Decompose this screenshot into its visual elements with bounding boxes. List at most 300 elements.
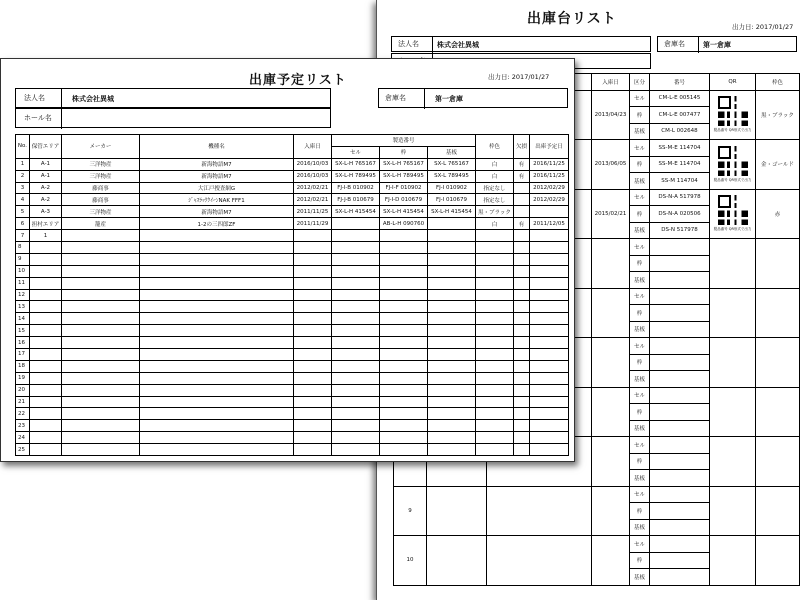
cell-qr bbox=[710, 189, 756, 239]
cell-number: DS-N-A 517978 bbox=[650, 189, 710, 206]
col-header-no: No. bbox=[16, 135, 30, 159]
cell-section: 基板 bbox=[630, 420, 650, 437]
cell-empty bbox=[514, 384, 530, 396]
table-row bbox=[16, 182, 569, 194]
cell-no: 9 bbox=[394, 486, 427, 536]
cell-no: 17 bbox=[16, 349, 30, 361]
cell-empty bbox=[514, 420, 530, 432]
cell-serial-cell bbox=[332, 218, 380, 230]
cell-empty bbox=[140, 265, 294, 277]
cell-section: 基板 bbox=[630, 519, 650, 536]
cell-empty bbox=[530, 349, 569, 361]
cell-empty bbox=[476, 360, 514, 372]
cell-empty bbox=[332, 337, 380, 349]
cell-section: セル bbox=[630, 189, 650, 206]
cell-empty bbox=[428, 420, 476, 432]
cell-number bbox=[650, 272, 710, 289]
qr-caption: 製品番号 QR形式で出力 bbox=[713, 227, 752, 232]
cell-empty bbox=[428, 372, 476, 384]
cell-empty bbox=[30, 420, 62, 432]
table-row bbox=[16, 325, 569, 337]
cell-empty bbox=[530, 408, 569, 420]
cell-empty bbox=[476, 372, 514, 384]
cell-missing bbox=[514, 230, 530, 242]
cell-empty bbox=[62, 372, 140, 384]
cell-no: 10 bbox=[16, 265, 30, 277]
cell-no: 20 bbox=[16, 384, 30, 396]
cell-empty bbox=[530, 420, 569, 432]
cell-empty bbox=[332, 360, 380, 372]
cell-empty bbox=[140, 301, 294, 313]
cell-color: 黒・ブラック bbox=[756, 90, 800, 140]
cell-empty bbox=[380, 301, 428, 313]
cell-section: セル bbox=[630, 90, 650, 107]
cell-empty bbox=[62, 432, 140, 444]
table-row bbox=[16, 372, 569, 384]
cell-section: 枠 bbox=[630, 156, 650, 173]
table-row bbox=[16, 301, 569, 313]
cell-empty bbox=[140, 242, 294, 254]
cell-empty bbox=[294, 432, 332, 444]
cell-maker: 藤商事 bbox=[62, 194, 140, 206]
cell-empty bbox=[514, 313, 530, 325]
cell-empty bbox=[62, 265, 140, 277]
cell-empty bbox=[514, 242, 530, 254]
cell-empty bbox=[30, 396, 62, 408]
cell-empty bbox=[30, 360, 62, 372]
cell-empty bbox=[514, 349, 530, 361]
cell-empty bbox=[380, 408, 428, 420]
cell-section: セル bbox=[630, 239, 650, 256]
cell-color bbox=[476, 230, 514, 242]
cell-area: A-1 bbox=[30, 170, 62, 182]
cell-number bbox=[650, 569, 710, 586]
cell-no: 15 bbox=[16, 325, 30, 337]
cell-section: 基板 bbox=[630, 123, 650, 140]
col-header-maker: メーカー bbox=[62, 135, 140, 159]
cell-empty bbox=[514, 337, 530, 349]
cell-empty bbox=[332, 301, 380, 313]
cell-empty bbox=[140, 349, 294, 361]
cell-section: 枠 bbox=[630, 107, 650, 124]
cell-serial-frame: SX-L-H 415454 bbox=[380, 206, 428, 218]
cell-qr bbox=[710, 387, 756, 437]
cell-empty bbox=[530, 384, 569, 396]
cell-number bbox=[650, 503, 710, 520]
qr-code-icon bbox=[718, 96, 748, 126]
cell-out-date bbox=[530, 230, 569, 242]
col-header-serial: 製造番号 bbox=[332, 135, 476, 147]
cell-date bbox=[592, 536, 630, 586]
cell-missing bbox=[514, 182, 530, 194]
cell-number bbox=[650, 321, 710, 338]
cell-empty bbox=[332, 325, 380, 337]
table-row bbox=[16, 337, 569, 349]
cell-color: 指定なし bbox=[476, 182, 514, 194]
cell-model: 新海物語M7 bbox=[140, 206, 294, 218]
front-sheet-output-date: 出力日: 2017/01/27 bbox=[488, 73, 550, 81]
cell-empty bbox=[294, 396, 332, 408]
cell-empty bbox=[140, 444, 294, 456]
cell-area: 担村エリア bbox=[30, 218, 62, 230]
cell-empty bbox=[380, 432, 428, 444]
cell-empty bbox=[428, 313, 476, 325]
back-col-color: 枠色 bbox=[756, 74, 800, 91]
cell-missing: 有 bbox=[514, 170, 530, 182]
cell-empty bbox=[476, 277, 514, 289]
cell-area: A-2 bbox=[30, 182, 62, 194]
cell-in-date: 2011/11/25 bbox=[294, 206, 332, 218]
cell-empty bbox=[530, 444, 569, 456]
cell-empty bbox=[476, 289, 514, 301]
cell-serial-frame: AB-L-H 090760 bbox=[380, 218, 428, 230]
cell-empty bbox=[30, 253, 62, 265]
cell-empty bbox=[514, 396, 530, 408]
cell-date bbox=[592, 239, 630, 289]
cell-empty bbox=[62, 325, 140, 337]
cell-qr bbox=[710, 140, 756, 190]
back-sheet-title: 出庫台リスト bbox=[527, 11, 617, 27]
cell-in-date bbox=[294, 230, 332, 242]
cell-in-date: 2012/02/21 bbox=[294, 194, 332, 206]
cell-empty bbox=[476, 444, 514, 456]
cell-empty bbox=[62, 384, 140, 396]
cell-serial-frame: FJ-I-D 010679 bbox=[380, 194, 428, 206]
back-col-date: 入庫日 bbox=[592, 74, 630, 91]
cell-empty bbox=[62, 444, 140, 456]
cell-empty bbox=[380, 253, 428, 265]
cell-empty bbox=[62, 420, 140, 432]
cell-model: ｼﾞｬｽﾗｯｸｸｲｰﾝNAK FFF1 bbox=[140, 194, 294, 206]
cell-date bbox=[592, 437, 630, 487]
cell-empty bbox=[476, 432, 514, 444]
cell-in-date: 2011/11/29 bbox=[294, 218, 332, 230]
cell-no: 6 bbox=[16, 218, 30, 230]
cell-empty bbox=[514, 372, 530, 384]
table-row bbox=[16, 313, 569, 325]
cell-empty bbox=[380, 289, 428, 301]
cell-qr bbox=[710, 338, 756, 388]
cell-color bbox=[756, 387, 800, 437]
cell-missing bbox=[514, 194, 530, 206]
cell-out-date: 2012/02/29 bbox=[530, 182, 569, 194]
cell-empty bbox=[294, 444, 332, 456]
cell-empty bbox=[294, 372, 332, 384]
cell-empty bbox=[294, 360, 332, 372]
cell-empty bbox=[530, 372, 569, 384]
cell-empty bbox=[530, 265, 569, 277]
cell-empty bbox=[294, 313, 332, 325]
cell-empty bbox=[530, 396, 569, 408]
cell-empty bbox=[428, 349, 476, 361]
cell-empty bbox=[140, 396, 294, 408]
cell-empty bbox=[380, 444, 428, 456]
cell-empty bbox=[514, 289, 530, 301]
cell-empty bbox=[380, 265, 428, 277]
cell-empty bbox=[30, 301, 62, 313]
cell-empty bbox=[428, 396, 476, 408]
cell-no: 19 bbox=[16, 372, 30, 384]
cell-empty bbox=[294, 420, 332, 432]
cell-serial-board bbox=[428, 230, 476, 242]
cell-color: 白 bbox=[476, 158, 514, 170]
cell-empty bbox=[530, 242, 569, 254]
cell-empty bbox=[294, 289, 332, 301]
cell-empty bbox=[428, 301, 476, 313]
cell-empty bbox=[476, 408, 514, 420]
cell-serial-board: FJ-I 010679 bbox=[428, 194, 476, 206]
cell-empty bbox=[294, 242, 332, 254]
cell-section: 基板 bbox=[630, 371, 650, 388]
cell-empty bbox=[428, 432, 476, 444]
cell-number: SS-M 114704 bbox=[650, 173, 710, 190]
cell-empty bbox=[62, 301, 140, 313]
cell-empty bbox=[380, 360, 428, 372]
cell-empty bbox=[140, 432, 294, 444]
cell-empty bbox=[294, 337, 332, 349]
col-header-color: 枠色 bbox=[476, 135, 514, 159]
cell-number: SS-M-E 114704 bbox=[650, 140, 710, 157]
cell-empty bbox=[332, 420, 380, 432]
cell-empty bbox=[332, 289, 380, 301]
cell-out-date: 2016/11/25 bbox=[530, 170, 569, 182]
cell-section: 枠 bbox=[630, 552, 650, 569]
cell-empty bbox=[140, 408, 294, 420]
cell-section: 基板 bbox=[630, 272, 650, 289]
cell-number bbox=[650, 486, 710, 503]
cell-serial-board: SX-L-H 415454 bbox=[428, 206, 476, 218]
col-header-model: 機種名 bbox=[140, 135, 294, 159]
cell-empty bbox=[30, 242, 62, 254]
cell-empty bbox=[428, 277, 476, 289]
cell-out-date: 2011/12/05 bbox=[530, 218, 569, 230]
cell-maker bbox=[62, 230, 140, 242]
col-header-missing: 欠損 bbox=[514, 135, 530, 159]
cell-serial-frame: FJ-I-F 010902 bbox=[380, 182, 428, 194]
cell-empty bbox=[428, 265, 476, 277]
cell-qr bbox=[710, 486, 756, 536]
cell-section: 枠 bbox=[630, 404, 650, 421]
cell-empty bbox=[514, 253, 530, 265]
cell-area: A-1 bbox=[30, 158, 62, 170]
cell-no: 22 bbox=[16, 408, 30, 420]
cell-serial-cell: FJ-I-B 010902 bbox=[332, 182, 380, 194]
cell-empty bbox=[30, 349, 62, 361]
col-header-board: 基板 bbox=[428, 146, 476, 158]
cell-empty bbox=[294, 265, 332, 277]
cell-empty bbox=[62, 396, 140, 408]
cell-empty bbox=[332, 432, 380, 444]
cell-empty bbox=[332, 372, 380, 384]
cell-empty bbox=[476, 349, 514, 361]
cell-empty bbox=[514, 325, 530, 337]
cell-empty bbox=[476, 337, 514, 349]
cell-empty bbox=[380, 277, 428, 289]
cell-qr bbox=[710, 239, 756, 289]
cell-empty bbox=[294, 277, 332, 289]
cell-serial-cell: FJ-J-B 010679 bbox=[332, 194, 380, 206]
back-col-number: 番号 bbox=[650, 74, 710, 91]
cell-empty bbox=[30, 313, 62, 325]
cell-empty bbox=[476, 265, 514, 277]
cell-color: 指定なし bbox=[476, 194, 514, 206]
cell-number bbox=[650, 453, 710, 470]
cell-empty bbox=[332, 242, 380, 254]
cell-no: 24 bbox=[16, 432, 30, 444]
table-row bbox=[16, 253, 569, 265]
cell-no: 12 bbox=[16, 289, 30, 301]
cell-empty bbox=[514, 432, 530, 444]
cell-date bbox=[592, 387, 630, 437]
cell-no: 1 bbox=[16, 158, 30, 170]
cell-empty bbox=[30, 265, 62, 277]
cell-empty bbox=[294, 325, 332, 337]
table-row bbox=[16, 242, 569, 254]
cell-serial-cell: SX-L-H 765167 bbox=[332, 158, 380, 170]
cell-empty bbox=[428, 253, 476, 265]
front-corp-field: 法人名 株式会社異城 bbox=[15, 88, 331, 108]
cell-section: 枠 bbox=[630, 503, 650, 520]
cell-empty bbox=[62, 277, 140, 289]
col-header-in-date: 入庫日 bbox=[294, 135, 332, 159]
cell-empty bbox=[380, 384, 428, 396]
cell-empty bbox=[294, 408, 332, 420]
cell-empty bbox=[140, 360, 294, 372]
table-row bbox=[16, 432, 569, 444]
cell-section: セル bbox=[630, 140, 650, 157]
cell-in-date: 2016/10/03 bbox=[294, 158, 332, 170]
back-warehouse-field: 倉庫名 第一倉庫 bbox=[657, 36, 797, 52]
cell-section: 枠 bbox=[630, 453, 650, 470]
cell-date bbox=[592, 288, 630, 338]
cell-empty bbox=[140, 253, 294, 265]
cell-empty bbox=[530, 337, 569, 349]
table-row bbox=[16, 420, 569, 432]
cell-no: 8 bbox=[16, 242, 30, 254]
cell-empty bbox=[514, 265, 530, 277]
cell-empty bbox=[140, 277, 294, 289]
cell-section: 枠 bbox=[630, 206, 650, 223]
cell-empty bbox=[514, 444, 530, 456]
cell-model: 大江戸捜査網G bbox=[140, 182, 294, 194]
cell-number: CM-L-E 005145 bbox=[650, 90, 710, 107]
cell-empty bbox=[380, 396, 428, 408]
table-row bbox=[16, 194, 569, 206]
cell-no: 14 bbox=[16, 313, 30, 325]
cell-section: 基板 bbox=[630, 569, 650, 586]
cell-empty bbox=[530, 432, 569, 444]
cell-color: 赤 bbox=[756, 189, 800, 239]
cell-color: 白 bbox=[476, 170, 514, 182]
cell-no: 23 bbox=[16, 420, 30, 432]
cell-no: 21 bbox=[16, 396, 30, 408]
cell-empty bbox=[514, 360, 530, 372]
cell-number bbox=[650, 305, 710, 322]
cell-maker: 三洋物産 bbox=[62, 170, 140, 182]
cell-empty bbox=[30, 372, 62, 384]
cell-empty bbox=[530, 313, 569, 325]
cell-empty bbox=[514, 301, 530, 313]
cell-section: セル bbox=[630, 338, 650, 355]
cell-maker: 三洋物産 bbox=[62, 206, 140, 218]
cell-empty bbox=[514, 408, 530, 420]
cell-date bbox=[592, 338, 630, 388]
cell-section: 基板 bbox=[630, 470, 650, 487]
cell-section: セル bbox=[630, 437, 650, 454]
cell-qr bbox=[710, 90, 756, 140]
qr-code-icon bbox=[718, 146, 748, 176]
cell-number bbox=[650, 404, 710, 421]
cell-empty bbox=[30, 444, 62, 456]
cell-empty bbox=[380, 313, 428, 325]
cell-empty bbox=[530, 289, 569, 301]
cell-area: 1 bbox=[30, 230, 62, 242]
cell-out-date: 2012/02/29 bbox=[530, 194, 569, 206]
cell-number bbox=[650, 354, 710, 371]
cell-color: 黒・ブラック bbox=[476, 206, 514, 218]
cell-number: CM-L 002648 bbox=[650, 123, 710, 140]
cell-empty bbox=[476, 242, 514, 254]
cell-empty bbox=[30, 277, 62, 289]
cell-empty bbox=[332, 313, 380, 325]
cell-area: A-3 bbox=[30, 206, 62, 218]
front-hall-field: ホール名 bbox=[15, 108, 331, 128]
cell-empty bbox=[428, 337, 476, 349]
cell-empty bbox=[140, 372, 294, 384]
cell-number bbox=[650, 552, 710, 569]
cell-no: 7 bbox=[16, 230, 30, 242]
cell-empty bbox=[380, 372, 428, 384]
cell-serial-board: SX-L 765167 bbox=[428, 158, 476, 170]
cell-empty bbox=[514, 277, 530, 289]
cell-number bbox=[650, 536, 710, 553]
cell-empty bbox=[380, 349, 428, 361]
cell-empty bbox=[140, 325, 294, 337]
cell-empty bbox=[30, 337, 62, 349]
table-row bbox=[16, 360, 569, 372]
cell-number bbox=[650, 371, 710, 388]
table-row bbox=[16, 289, 569, 301]
cell-empty bbox=[140, 420, 294, 432]
front-sheet-title: 出庫予定リスト bbox=[249, 73, 347, 88]
cell-empty bbox=[530, 253, 569, 265]
cell-empty bbox=[476, 253, 514, 265]
cell-no: 10 bbox=[394, 536, 427, 586]
cell-empty bbox=[476, 396, 514, 408]
cell-maker: 藤商事 bbox=[62, 182, 140, 194]
table-row bbox=[16, 158, 569, 170]
cell-date: 2013/06/05 bbox=[592, 140, 630, 190]
cell-empty bbox=[332, 349, 380, 361]
cell-no: 13 bbox=[16, 301, 30, 313]
cell-empty bbox=[30, 408, 62, 420]
cell-number: SS-M-E 114704 bbox=[650, 156, 710, 173]
cell-no: 3 bbox=[16, 182, 30, 194]
cell-empty bbox=[428, 384, 476, 396]
cell-empty bbox=[62, 289, 140, 301]
cell-empty bbox=[62, 337, 140, 349]
cell-blank bbox=[487, 486, 592, 536]
cell-missing: 有 bbox=[514, 218, 530, 230]
cell-serial-frame: SX-L-H 765167 bbox=[380, 158, 428, 170]
cell-empty bbox=[294, 384, 332, 396]
cell-out-date bbox=[530, 206, 569, 218]
table-row bbox=[16, 218, 569, 230]
cell-no: 9 bbox=[16, 253, 30, 265]
cell-serial-frame: SX-L-H 789495 bbox=[380, 170, 428, 182]
cell-empty bbox=[140, 337, 294, 349]
cell-color bbox=[756, 536, 800, 586]
